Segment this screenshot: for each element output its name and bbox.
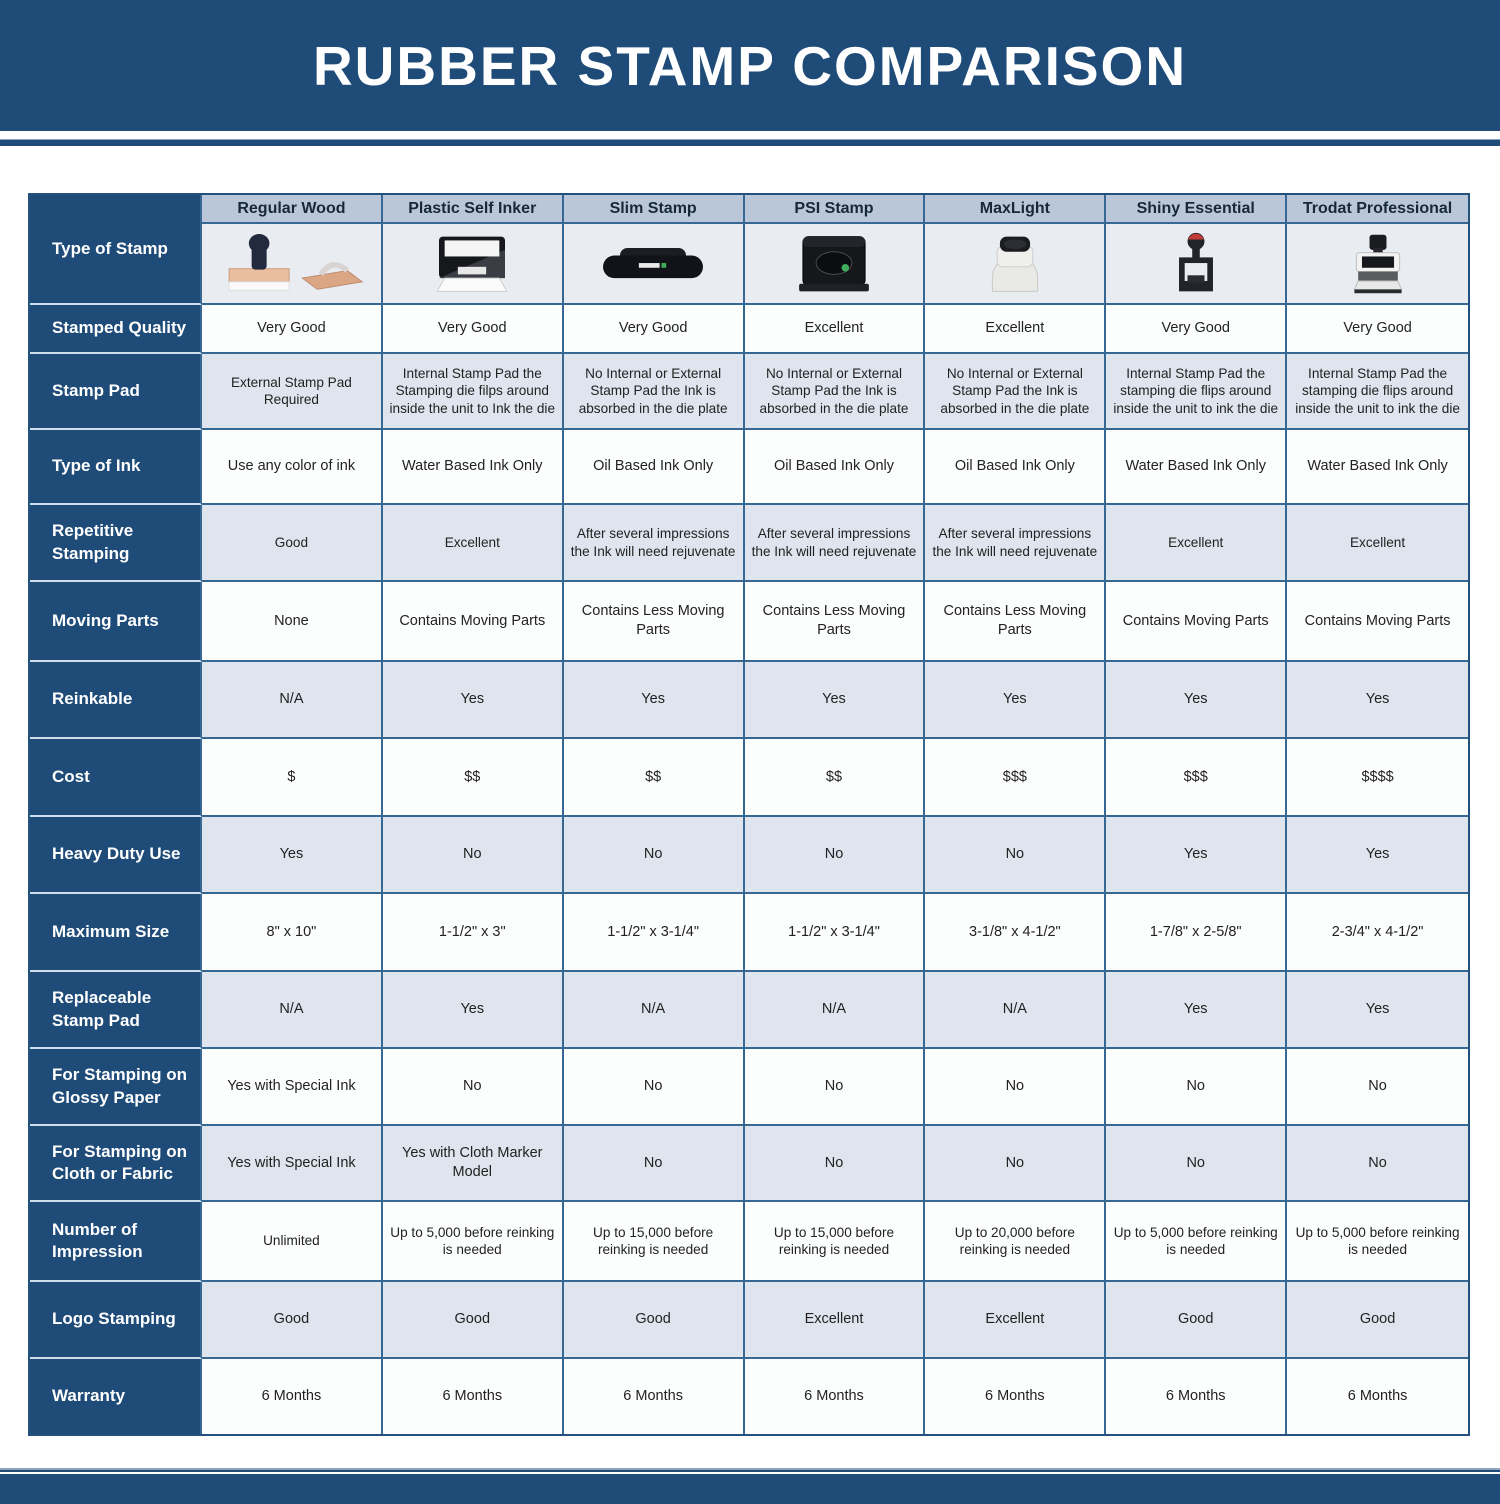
- column-header: Regular Wood: [202, 195, 383, 224]
- regular-wood-stamp-icon: [216, 231, 366, 297]
- table-cell: Up to 20,000 before reinking is needed: [925, 1202, 1106, 1282]
- table-cell: Yes: [745, 662, 926, 739]
- table-cell: Yes: [1287, 972, 1468, 1049]
- row-label: Warranty: [30, 1359, 202, 1434]
- row-label: Reinkable: [30, 662, 202, 739]
- divider-stripe: [0, 139, 1500, 146]
- table-cell: Yes: [925, 662, 1106, 739]
- divider: [0, 131, 1500, 139]
- table-cell: Contains Less Moving Parts: [745, 582, 926, 662]
- table-cell: Yes: [564, 662, 745, 739]
- table-cell: Contains Less Moving Parts: [925, 582, 1106, 662]
- table-cell: Yes: [1287, 662, 1468, 739]
- table-cell: No: [745, 1049, 926, 1126]
- table-cell: Up to 5,000 before reinking is needed: [1106, 1202, 1287, 1282]
- table-cell: 8" x 10": [202, 894, 383, 972]
- table-cell: 6 Months: [1106, 1359, 1287, 1434]
- table-cell: Very Good: [1287, 305, 1468, 354]
- column-header: PSI Stamp: [745, 195, 926, 224]
- table-cell: No Internal or External Stamp Pad the Ink is absorbed in the die plate: [745, 354, 926, 430]
- maxlight-stamp-icon: [970, 231, 1060, 297]
- row-label-type-of-stamp: Type of Stamp: [30, 195, 202, 305]
- table-cell: No: [745, 1126, 926, 1202]
- table-cell: Good: [1106, 1282, 1287, 1359]
- row-label: Moving Parts: [30, 582, 202, 662]
- table-cell: Use any color of ink: [202, 430, 383, 505]
- row-label: Heavy Duty Use: [30, 817, 202, 894]
- table-cell: Oil Based Ink Only: [925, 430, 1106, 505]
- row-label: Cost: [30, 739, 202, 817]
- type-of-stamp-cell: [202, 224, 383, 305]
- title-banner: [0, 0, 1500, 131]
- table-cell: Very Good: [564, 305, 745, 354]
- table-cell: N/A: [202, 662, 383, 739]
- row-label: Repetitive Stamping: [30, 505, 202, 582]
- table-cell: Yes with Cloth Marker Model: [383, 1126, 564, 1202]
- table-cell: No: [1287, 1126, 1468, 1202]
- type-of-stamp-cell: [383, 224, 564, 305]
- table-cell: No: [564, 1049, 745, 1126]
- slim-stamp-icon: [588, 231, 718, 297]
- table-cell: Internal Stamp Pad the stamping die flips around inside the unit to ink the die: [1287, 354, 1468, 430]
- table-cell: Yes: [1287, 817, 1468, 894]
- comparison-table: [28, 193, 1472, 1436]
- table-cell: Very Good: [202, 305, 383, 354]
- table-cell: No: [925, 1126, 1106, 1202]
- table-cell: No: [925, 817, 1106, 894]
- column-header: Shiny Essential: [1106, 195, 1287, 224]
- table-cell: Excellent: [1106, 505, 1287, 582]
- table-cell: External Stamp Pad Required: [202, 354, 383, 430]
- table-cell: No Internal or External Stamp Pad the Ink is absorbed in the die plate: [925, 354, 1106, 430]
- table-cell: 6 Months: [925, 1359, 1106, 1434]
- row-label: For Stamping on Glossy Paper: [30, 1049, 202, 1126]
- table-cell: 1-1/2" x 3-1/4": [745, 894, 926, 972]
- row-label: Logo Stamping: [30, 1282, 202, 1359]
- table-cell: Yes with Special Ink: [202, 1049, 383, 1126]
- type-of-stamp-cell: [1106, 224, 1287, 305]
- table-cell: Yes with Special Ink: [202, 1126, 383, 1202]
- table-cell: Contains Moving Parts: [1287, 582, 1468, 662]
- table-cell: Excellent: [1287, 505, 1468, 582]
- row-label: Number of Impression: [30, 1202, 202, 1282]
- table-cell: Good: [202, 1282, 383, 1359]
- table-cell: No: [1287, 1049, 1468, 1126]
- table-cell: Good: [202, 505, 383, 582]
- table-cell: Up to 5,000 before reinking is needed: [383, 1202, 564, 1282]
- table-cell: Contains Moving Parts: [1106, 582, 1287, 662]
- table-cell: 2-3/4" x 4-1/2": [1287, 894, 1468, 972]
- table-cell: Up to 15,000 before reinking is needed: [745, 1202, 926, 1282]
- table-cell: Yes: [1106, 972, 1287, 1049]
- table-cell: Excellent: [745, 305, 926, 354]
- table-cell: No: [1106, 1126, 1287, 1202]
- table-cell: Excellent: [925, 305, 1106, 354]
- table-cell: Good: [383, 1282, 564, 1359]
- table-cell: 6 Months: [202, 1359, 383, 1434]
- table-cell: Excellent: [383, 505, 564, 582]
- row-label: Type of Ink: [30, 430, 202, 505]
- table-cell: Yes: [383, 662, 564, 739]
- table-cell: $$: [745, 739, 926, 817]
- table-cell: After several impressions the Ink will need rejuvenate: [564, 505, 745, 582]
- table-cell: Contains Moving Parts: [383, 582, 564, 662]
- row-label: Stamp Pad: [30, 354, 202, 430]
- table-cell: Yes: [202, 817, 383, 894]
- table-cell: 6 Months: [745, 1359, 926, 1434]
- table-cell: Oil Based Ink Only: [745, 430, 926, 505]
- table-cell: Up to 15,000 before reinking is needed: [564, 1202, 745, 1282]
- column-header: MaxLight: [925, 195, 1106, 224]
- table-cell: Excellent: [745, 1282, 926, 1359]
- table-cell: 6 Months: [1287, 1359, 1468, 1434]
- table-cell: 6 Months: [383, 1359, 564, 1434]
- plastic-self-inker-stamp-icon: [417, 231, 527, 297]
- table-cell: Yes: [383, 972, 564, 1049]
- table-cell: $$$$: [1287, 739, 1468, 817]
- table-cell: Up to 5,000 before reinking is needed: [1287, 1202, 1468, 1282]
- type-of-stamp-cell: [564, 224, 745, 305]
- table-cell: Good: [564, 1282, 745, 1359]
- table-cell: 1-7/8" x 2-5/8": [1106, 894, 1287, 972]
- table-cell: No: [925, 1049, 1106, 1126]
- table-cell: Good: [1287, 1282, 1468, 1359]
- page-title: RUBBER STAMP COMPARISON: [312, 34, 1188, 97]
- table-cell: After several impressions the Ink will need rejuvenate: [925, 505, 1106, 582]
- table-cell: 6 Months: [564, 1359, 745, 1434]
- table-cell: N/A: [925, 972, 1106, 1049]
- table-cell: $$$: [925, 739, 1106, 817]
- table-cell: N/A: [564, 972, 745, 1049]
- table-cell: Internal Stamp Pad the stamping die flips around inside the unit to ink the die: [1106, 354, 1287, 430]
- row-label: Replaceable Stamp Pad: [30, 972, 202, 1049]
- table-cell: None: [202, 582, 383, 662]
- psi-stamp-icon: [789, 231, 879, 297]
- table-cell: Water Based Ink Only: [1287, 430, 1468, 505]
- table-cell: $$: [383, 739, 564, 817]
- table-cell: No Internal or External Stamp Pad the Ink is absorbed in the die plate: [564, 354, 745, 430]
- table-cell: No: [745, 817, 926, 894]
- table-cell: Unlimited: [202, 1202, 383, 1282]
- type-of-stamp-cell: [745, 224, 926, 305]
- row-label: Maximum Size: [30, 894, 202, 972]
- table-cell: After several impressions the Ink will need rejuvenate: [745, 505, 926, 582]
- table-cell: Internal Stamp Pad the Stamping die filps around inside the unit to Ink the die: [383, 354, 564, 430]
- row-label: For Stamping on Cloth or Fabric: [30, 1126, 202, 1202]
- column-header: Slim Stamp: [564, 195, 745, 224]
- table-cell: N/A: [202, 972, 383, 1049]
- table-cell: No: [383, 817, 564, 894]
- table-cell: Water Based Ink Only: [1106, 430, 1287, 505]
- table-cell: Yes: [1106, 817, 1287, 894]
- table-cell: 1-1/2" x 3": [383, 894, 564, 972]
- table-cell: N/A: [745, 972, 926, 1049]
- table-cell: No: [1106, 1049, 1287, 1126]
- table-cell: 1-1/2" x 3-1/4": [564, 894, 745, 972]
- trodat-professional-stamp-icon: [1333, 231, 1423, 297]
- table-cell: Excellent: [925, 1282, 1106, 1359]
- table-cell: Oil Based Ink Only: [564, 430, 745, 505]
- row-label: Stamped Quality: [30, 305, 202, 354]
- table-cell: $$: [564, 739, 745, 817]
- table-cell: Very Good: [1106, 305, 1287, 354]
- table-cell: $$$: [1106, 739, 1287, 817]
- table-cell: No: [564, 817, 745, 894]
- table-cell: No: [564, 1126, 745, 1202]
- table-cell: No: [383, 1049, 564, 1126]
- table-cell: Contains Less Moving Parts: [564, 582, 745, 662]
- column-header: Plastic Self Inker: [383, 195, 564, 224]
- type-of-stamp-cell: [925, 224, 1106, 305]
- type-of-stamp-cell: [1287, 224, 1468, 305]
- table-cell: $: [202, 739, 383, 817]
- table-cell: 3-1/8" x 4-1/2": [925, 894, 1106, 972]
- column-header: Trodat Professional: [1287, 195, 1468, 224]
- table-cell: Water Based Ink Only: [383, 430, 564, 505]
- table-cell: Yes: [1106, 662, 1287, 739]
- shiny-essential-stamp-icon: [1156, 231, 1236, 297]
- table-cell: Very Good: [383, 305, 564, 354]
